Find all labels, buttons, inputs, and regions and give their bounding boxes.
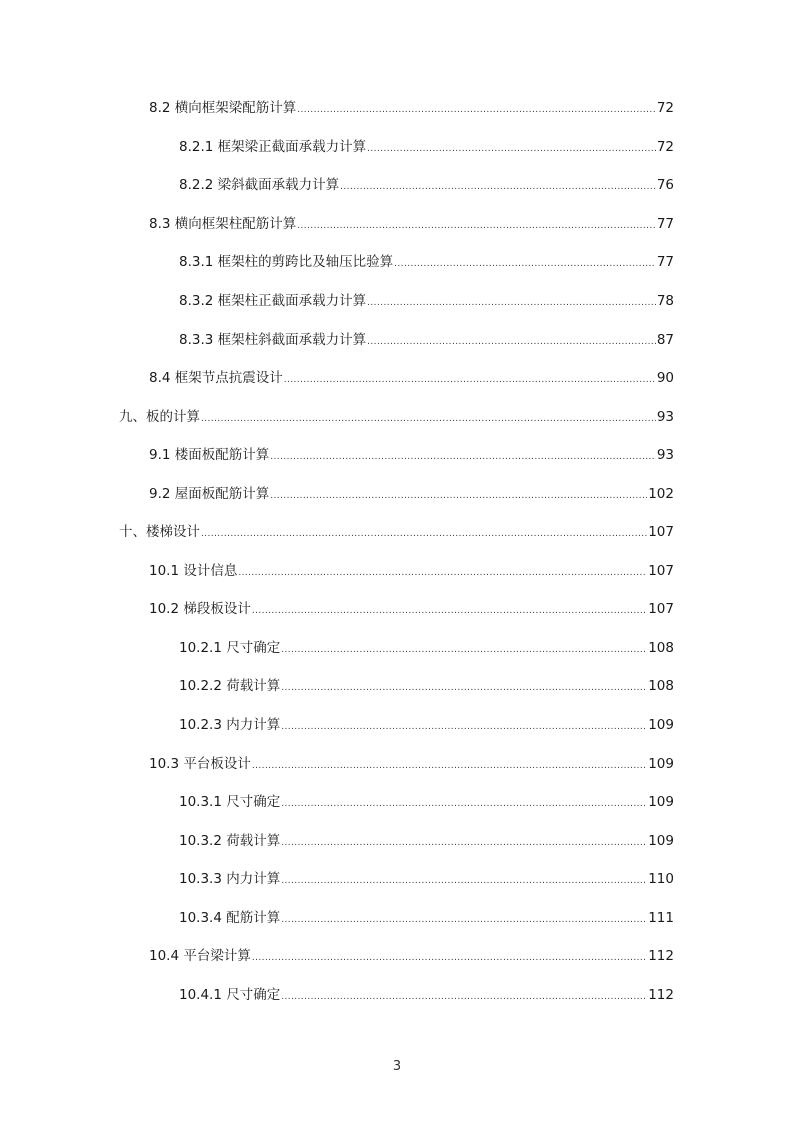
toc-dot-leader [252,602,647,620]
toc-entry[interactable] [0,668,794,707]
toc-entry-label: 8.2 横向框架梁配筋计算 [149,100,297,117]
toc-dot-leader [270,448,656,466]
toc-dot-leader [281,795,647,813]
toc-entry-label: 10.2 梯段板设计 [149,601,251,618]
toc-entry-label: 10.1 设计信息 [149,562,238,579]
toc-entry-label: 10.3.4 配筋计算 [179,909,281,926]
toc-dot-leader [297,101,656,119]
toc-dot-leader [281,834,647,852]
toc-dot-leader [281,988,647,1006]
toc-entry-page: 72 [656,138,674,155]
toc-entry[interactable] [0,630,794,669]
page-number: 3 [392,1059,402,1074]
toc-dot-leader [252,949,647,967]
toc-entry-label: 8.3.3 框架柱斜截面承载力计算 [179,331,367,348]
toc-entry-page: 77 [656,215,674,232]
toc-entry-label: 10.4.1 尺寸确定 [179,986,281,1003]
toc-dot-leader [367,294,656,312]
toc-entry[interactable] [0,977,794,1016]
toc-entry-label: 8.4 框架节点抗震设计 [149,370,283,387]
toc-entry-page: 111 [648,909,674,926]
toc-dot-leader [367,333,656,351]
toc-entry-label: 十、楼梯设计 [119,524,200,541]
toc-dot-leader [238,564,647,582]
toc-entry-label: 8.2.1 框架梁正截面承载力计算 [179,138,367,155]
toc-entry[interactable] [0,553,794,592]
toc-entry[interactable] [0,129,794,168]
toc-entry-label: 10.2.1 尺寸确定 [179,639,281,656]
toc-entry-page: 87 [656,331,674,348]
toc-entry-page: 78 [656,293,674,309]
toc-entry[interactable] [0,784,794,823]
toc-entry-label: 10.2.2 荷载计算 [179,678,281,695]
toc-dot-leader [281,679,647,697]
toc-entry-label: 8.2.2 梁斜截面承载力计算 [179,177,340,194]
toc-entry-page: 72 [656,100,674,117]
toc-entry-label: 10.3.1 尺寸确定 [179,794,281,811]
toc-entry-page: 107 [648,601,674,618]
toc-entry-page: 76 [656,177,674,194]
toc-dot-leader [340,178,656,196]
toc-dot-leader [394,255,656,273]
toc-entry-label: 10.3.2 荷载计算 [179,832,281,849]
toc-entry[interactable] [0,398,794,437]
toc-entry-label: 九、板的计算 [119,408,200,425]
toc-entry[interactable] [0,514,794,553]
toc-entry-page: 90 [656,370,674,387]
toc-entry-page: 108 [648,639,674,656]
toc-entry-label: 10.2.3 内力计算 [179,717,281,734]
toc-entry-page: 102 [648,485,674,502]
toc-entry[interactable] [0,244,794,283]
toc-entry-label: 10.3 平台板设计 [149,755,251,772]
toc-entry-label: 8.3.1 框架柱的剪跨比及轴压比验算 [179,254,394,271]
toc-entry-label: 9.2 屋面板配筋计算 [149,485,270,502]
toc-entry-page: 108 [648,678,674,695]
toc-entry[interactable] [0,707,794,746]
toc-entry-page: 93 [656,447,674,464]
toc-entry-page: 109 [648,755,674,772]
toc-dot-leader [201,525,647,543]
toc-dot-leader [367,140,656,158]
toc-entry[interactable] [0,591,794,630]
toc-entry-label: 9.1 楼面板配筋计算 [149,447,270,464]
toc-dot-leader [281,911,647,929]
toc-entry[interactable] [0,283,794,322]
toc-entry[interactable] [0,861,794,900]
toc-entry[interactable] [0,321,794,360]
toc-entry-page: 112 [648,986,674,1003]
toc-entry[interactable] [0,206,794,245]
toc-entry[interactable] [0,899,794,938]
toc-dot-leader [281,641,647,659]
toc-entry-page: 112 [648,948,674,965]
toc-entry[interactable] [0,360,794,399]
toc-entry-page: 109 [648,717,674,734]
toc-entry[interactable] [0,822,794,861]
toc-dot-leader [270,487,647,505]
toc-dot-leader [201,410,656,428]
toc-entry-page: 107 [648,562,674,579]
toc-entry[interactable] [0,167,794,206]
toc-dot-leader [284,371,656,389]
toc-entry-page: 109 [648,794,674,811]
toc-entry[interactable] [0,437,794,476]
toc-entry[interactable] [0,475,794,514]
toc-entry-page: 93 [656,408,674,425]
toc-entry-page: 107 [648,524,674,541]
toc-entry[interactable] [0,90,794,129]
toc-entry-label: 10.3.3 内力计算 [179,871,281,888]
toc-entry-label: 10.4 平台梁计算 [149,948,251,965]
toc-entry-page: 77 [656,254,674,271]
toc-entry[interactable] [0,938,794,977]
toc-entry-label: 8.3.2 框架柱正截面承载力计算 [179,293,367,309]
toc-entry-page: 110 [648,871,674,888]
toc-dot-leader [297,217,656,235]
toc-entry[interactable] [0,745,794,784]
toc-dot-leader [281,872,647,890]
toc-entry-page: 109 [648,832,674,849]
table-of-contents [0,90,794,1015]
toc-dot-leader [252,757,647,775]
toc-entry-label: 8.3 横向框架柱配筋计算 [149,215,297,232]
toc-dot-leader [281,718,647,736]
